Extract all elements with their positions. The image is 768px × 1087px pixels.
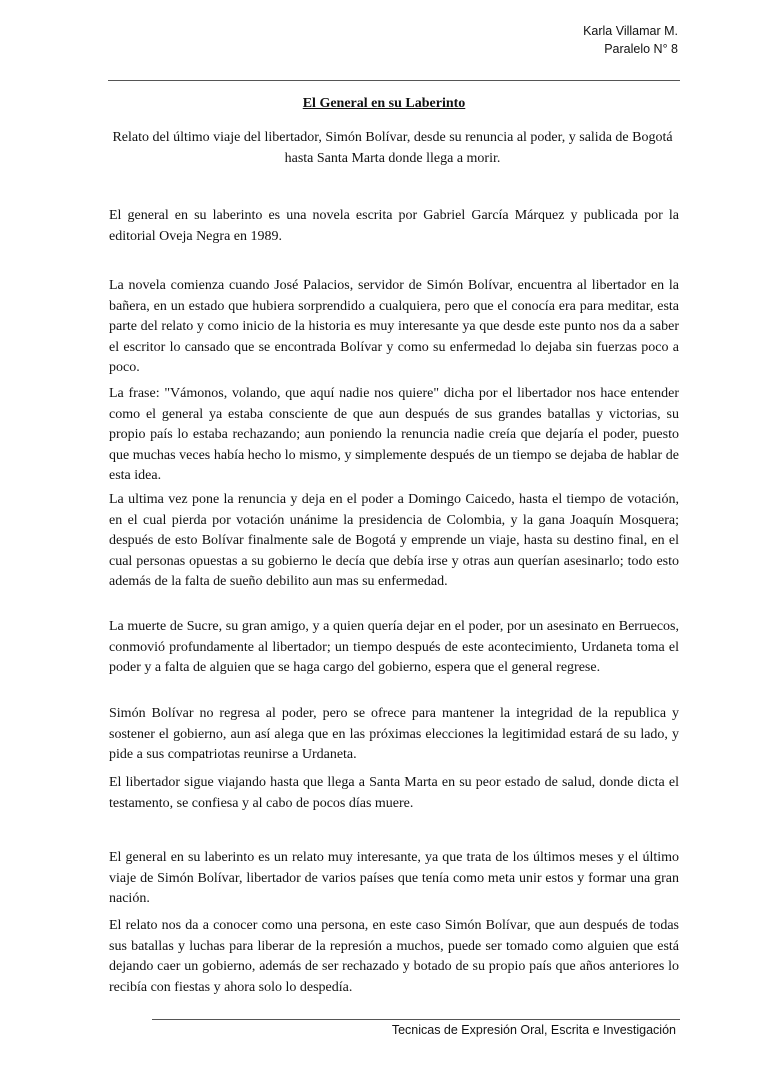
document-subtitle: Relato del último viaje del libertador, Simón Bolívar, desde su renuncia al poder, y salida de Bogotá hasta Santa Marta donde llega a morir. [112, 130, 673, 166]
document-title: El General en su Laberinto [302, 96, 466, 111]
header-divider [108, 80, 680, 81]
paragraph-2: La novela comienza cuando José Palacios, servidor de Simón Bolívar, encuentra al libertador en la bañera, en un estado que hubiera sorprendido a cualquiera, pero que el conocía era para meditar, esta parte del relato y como inicio de la historia es muy interesante ya que desde este punto nos da a saber el escritor lo cansado que se encontrada Bolívar y como su enfermedad lo dejaba sin fuerzas poco a poco. [109, 278, 679, 376]
author-name: Karla Villamar M. [583, 24, 678, 38]
paragraph-9: El relato nos da a conocer como una persona, en este caso Simón Bolívar, que aun después de todas sus batallas y luchas para liberar de la represión a muchos, puede ser tomado como alguien que está dejando caer un gobierno, además de ser rechazado y botado de su propio país que años anteriores lo recibía con fiestas y ahora solo lo despedía. [109, 918, 679, 995]
paragraph-5: La muerte de Sucre, su gran amigo, y a quien quería dejar en el poder, por un asesinato en Berruecos, conmovió profundamente al libertador; un tiempo después de este acontecimiento, Urdaneta toma el poder y a falta de alguien que se haga cargo del gobierno, espera que el general regrese. [109, 619, 679, 676]
footer-divider [152, 1019, 680, 1020]
paragraph-8: El general en su laberinto es un relato muy interesante, ya que trata de los últimos meses y el último viaje de Simón Bolívar, libertador de varios países que tenía como meta unir estos y formar una gran nación. [109, 850, 679, 907]
paragraph-6: Simón Bolívar no regresa al poder, pero se ofrece para mantener la integridad de la republica y sostener el gobierno, aun así alega que en las próximas elecciones la legitimidad estará de su lado, y pide a sus compatriotas reunirse a Urdaneta. [109, 706, 679, 763]
paragraph-4: La ultima vez pone la renuncia y deja en el poder a Domingo Caicedo, hasta el tiempo de votación, en el cual pierda por votación unánime la presidencia de Colombia, y la gana Joaquín Mosquera; después de esto Bolívar finalmente sale de Bogotá y emprende un viaje, hasta su destino final, en el cual personas opuestas a su gobierno le decía que debía irse y otras aun querían asesinarlo; todo esto además de la falta de sueño debilito aun mas su enfermedad. [109, 492, 679, 590]
page-header [583, 22, 678, 58]
paragraph-3: La frase: "Vámonos, volando, que aquí nadie nos quiere" dicha por el libertador nos hace entender como el general ya estaba consciente de que aun después de sus grandes batallas y victorias, su propio país lo estaba rechazando; aun poniendo la renuncia nadie creía que dejaría el poder, puesto que muchas veces había hecho lo mismo, y simplemente después de un tiempo se dejaba de hablar de esta idea. [109, 386, 679, 484]
paragraph-1: El general en su laberinto es una novela escrita por Gabriel García Márquez y publicada por la editorial Oveja Negra en 1989. [109, 208, 679, 244]
page-footer: Tecnicas de Expresión Oral, Escrita e Investigación [391, 1023, 676, 1037]
class-section: Paralelo N° 8 [604, 42, 678, 56]
paragraph-7: El libertador sigue viajando hasta que llega a Santa Marta en su peor estado de salud, donde dicta el testamento, se confiesa y al cabo de pocos días muere. [109, 775, 679, 811]
